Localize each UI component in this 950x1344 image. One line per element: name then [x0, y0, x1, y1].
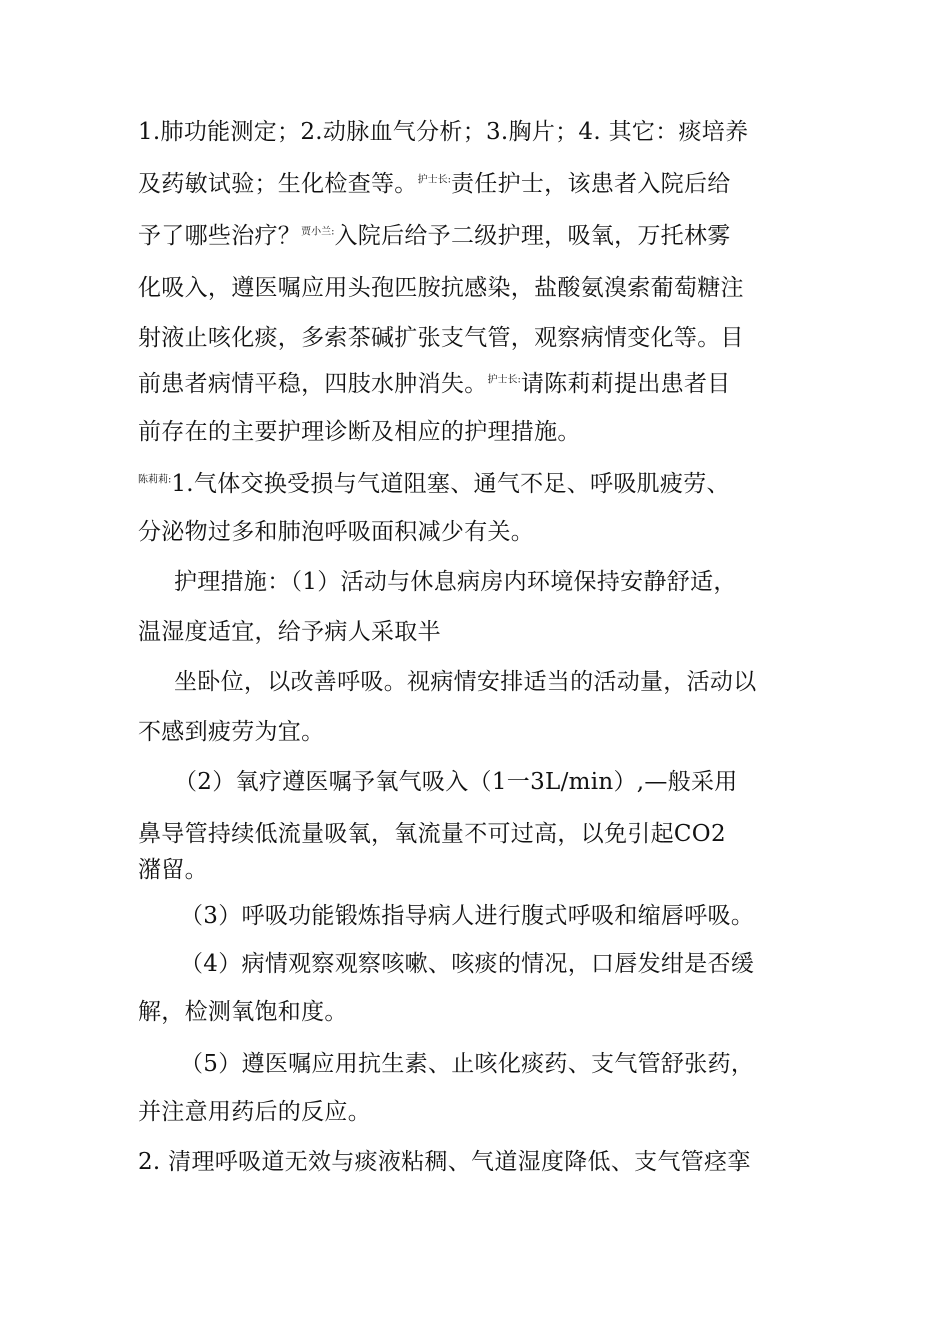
speaker-label: 护士长: — [417, 174, 451, 186]
text-line: 鼻导管持续低流量吸氧，氧流量不可过高，以免引起CO2 — [138, 821, 726, 847]
speaker-label: 护士长: — [487, 374, 521, 386]
text-line: 化吸入，遵医嘱应用头孢匹胺抗感染，盐酸氨溴索葡萄糖注 — [138, 275, 744, 301]
text-span: 请陈莉莉提出患者目 — [520, 371, 731, 397]
text-line: （3）呼吸功能锻炼指导病人进行腹式呼吸和缩唇呼吸。 — [180, 903, 755, 929]
text-line: 坐卧位，以改善呼吸。视病情安排适当的活动量，活动以 — [174, 669, 757, 695]
text-line: 解，检测氧饱和度。 — [138, 999, 348, 1025]
text-line: （4）病情观察观察咳嗽、咳痰的情况，口唇发绀是否缓 — [180, 951, 755, 977]
text-span: 责任护士，该患者入院后给 — [450, 171, 731, 197]
text-line — [138, 168, 830, 200]
text-line: （2）氧疗遵医嘱予氧气吸入（1一3L/min）,—般采用 — [174, 769, 738, 795]
text-line: 温湿度适宜，给予病人采取半 — [138, 619, 441, 645]
text-line: 潴留。 — [138, 857, 208, 883]
text-line — [138, 220, 830, 252]
text-span: 予了哪些治疗？ — [138, 223, 302, 249]
text-line: 1.肺功能测定；2.动脉血气分析；3.胸片；4. 其它：痰培养 — [138, 119, 749, 145]
text-line: （5）遵医嘱应用抗生素、止咳化痰药、支气管舒张药， — [180, 1051, 755, 1077]
speaker-label: 贾小兰: — [301, 226, 335, 238]
text-line: 不感到疲劳为宜。 — [138, 719, 325, 745]
text-span: 入院后给予二级护理，吸氧，万托林雾 — [334, 223, 731, 249]
speaker-label: 陈莉莉: — [138, 474, 172, 486]
text-span: 及药敏试验；生化检查等。 — [138, 171, 418, 197]
text-line: 前存在的主要护理诊断及相应的护理措施。 — [138, 419, 581, 445]
text-line: 射液止咳化痰，多索茶碱扩张支气管，观察病情变化等。目 — [138, 325, 744, 351]
text-line: 2. 清理呼吸道无效与痰液粘稠、气道湿度降低、支气管痉挛 — [138, 1149, 751, 1175]
text-span: 前患者病情平稳，四肢水肿消失。 — [138, 371, 488, 397]
text-line: 护理措施：（1）活动与休息病房内环境保持安静舒适， — [174, 569, 737, 595]
text-span: 1.气体交换受损与气道阻塞、通气不足、呼吸肌疲劳、 — [171, 471, 730, 497]
text-line — [138, 368, 830, 400]
text-line — [138, 468, 830, 500]
text-line: 并注意用药后的反应。 — [138, 1099, 371, 1125]
text-line: 分泌物过多和肺泡呼吸面积减少有关。 — [138, 519, 535, 545]
